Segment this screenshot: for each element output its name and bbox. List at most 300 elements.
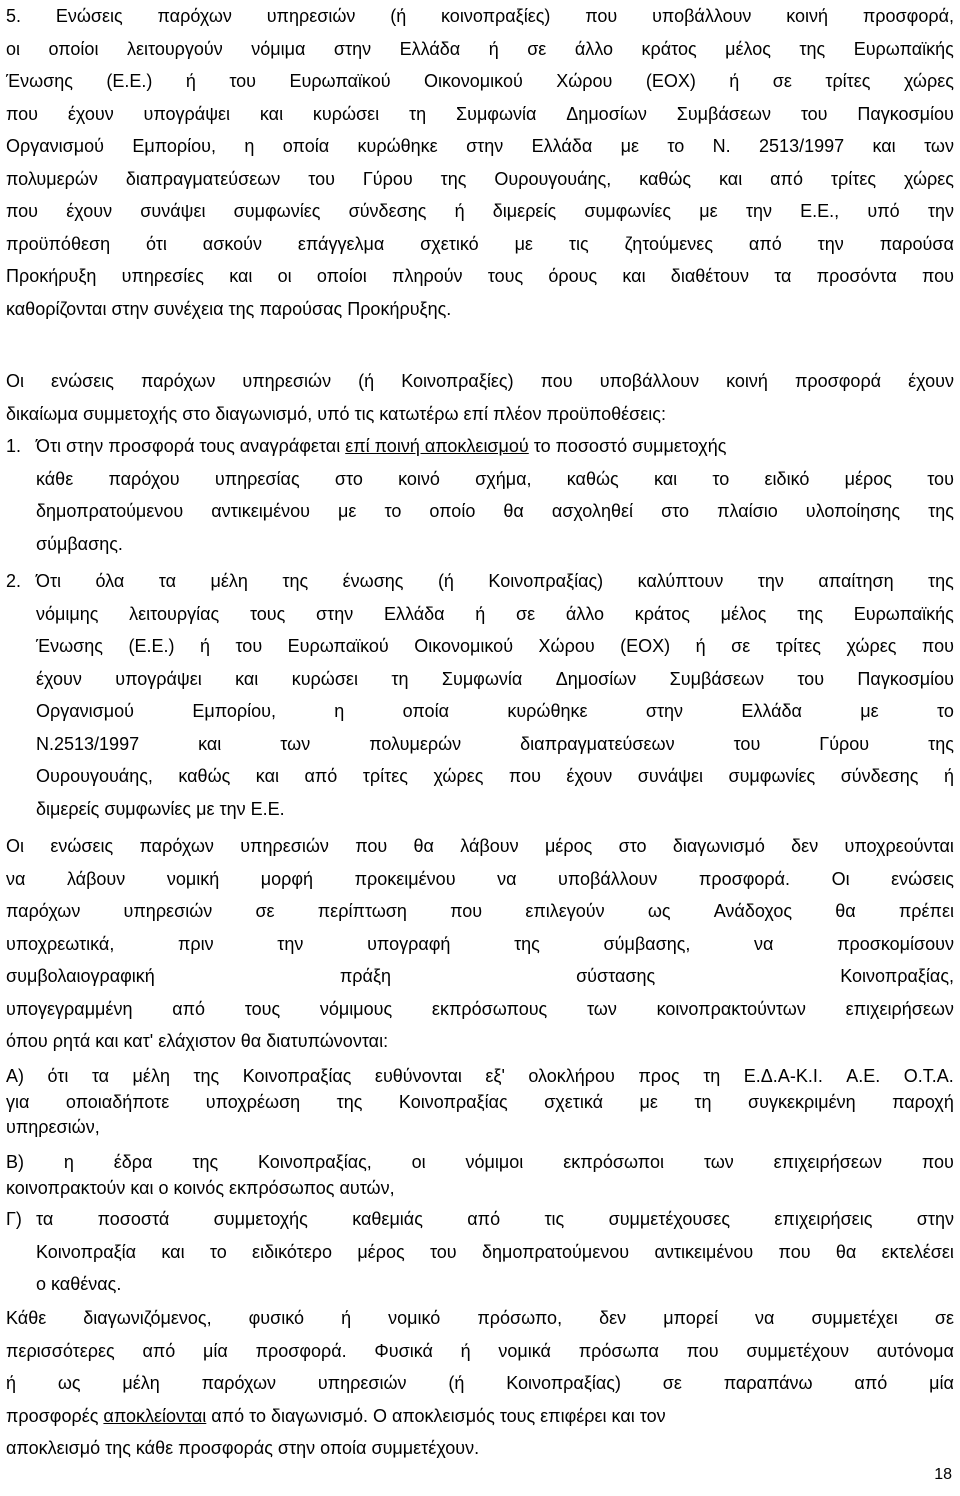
word: που [921,1152,954,1172]
word: καθώς [639,168,692,189]
word: προϋπόθεση [6,233,111,254]
word: νόμιμης [36,603,99,624]
word: θα [835,1241,857,1262]
word: δημοπρατούμενου [36,501,184,521]
word: ότι [47,1066,69,1086]
word: του [800,103,828,124]
word: νομικά [498,1340,551,1361]
word: μέλος [725,38,771,59]
text-line [6,1400,954,1433]
word: Οι [831,868,850,889]
word: Ένωσης [36,636,103,656]
word: τρίτες [830,168,877,189]
word: διαγωνιζόμενος, [83,1308,212,1328]
word: από [748,233,782,254]
word: συμμετέχει [811,1308,898,1328]
word: τις [544,1209,565,1229]
word: Χώρου [538,636,595,656]
text-span: σύμβασης. [36,533,123,554]
word: διμερείς [492,201,557,221]
word: που [585,6,618,26]
word: Ο.Τ.Α. [903,1066,954,1086]
word: μέλη [132,1066,170,1086]
word: συγκεκριμένη [747,1092,856,1112]
word: τις [568,233,589,254]
word: Ε.Δ.Α-Κ.Ι. [743,1066,823,1086]
word: η [63,1152,74,1172]
word: να [6,868,26,889]
word: Κοινοπραξίες) [401,371,514,391]
word: σύστασης [576,966,656,986]
word: (ή [390,6,407,26]
text-line [6,398,954,431]
word: Προκήρυξη [6,266,97,286]
word: Α.Ε. [846,1066,881,1086]
text-line [6,598,954,631]
word: τα [774,266,792,286]
word: λάβουν [66,868,126,889]
intro-paragraph [6,365,954,430]
word: κοινό [398,468,440,489]
word: Ν. [712,136,731,156]
item-2 [6,565,954,825]
word: συμβολαιογραφική [6,966,155,986]
word: μέλος [720,603,767,624]
consortium-paragraph [6,830,954,1058]
text-line [6,528,954,561]
word: έχουν [908,371,954,391]
word: κυρώσει [291,668,358,689]
word: συμφωνίες [233,201,321,221]
word: του [797,668,825,689]
word: σε [527,38,547,59]
text-line [6,1090,954,1115]
word: Χώρου [556,71,613,91]
text-line [6,1203,954,1236]
word: 2513/1997 [759,136,845,156]
word: υπηρεσίας [214,468,300,489]
word: με [860,701,879,721]
word: να [497,868,517,889]
word: επιχειρήσεις [774,1209,873,1229]
word: παρόχου [108,468,180,489]
word: κράτος [634,603,690,624]
text-line [6,760,954,793]
word: παροχή [892,1092,954,1112]
word: πρέπει [898,901,954,921]
word: επιλεγούν [525,901,605,921]
word: Οι [6,371,24,391]
word: Ε.Ε., [800,201,840,221]
text-line [6,1432,954,1465]
word: τη [391,668,409,689]
word: στην [645,701,684,721]
word: στην [466,136,504,156]
word: έδρα [113,1152,153,1172]
text-line [6,495,954,528]
word: σε [731,636,751,656]
word: Οργανισμού [36,701,134,721]
word: ή [695,636,706,656]
word: με [620,136,640,156]
word: ότι [146,233,167,254]
word: καθεμιάς [352,1209,423,1229]
word: πρόσωπα [578,1340,659,1361]
word: υπογραφή [367,933,451,954]
word: υπηρεσιών [317,1373,407,1393]
word: οποίο [429,501,476,521]
word: του [229,71,257,91]
word: Ελλάδα [531,136,593,156]
word: σύμβασης, [603,933,691,954]
word: από [854,1373,888,1393]
word: τρίτες [825,71,871,91]
word: υλοποίησης [805,501,901,521]
text-span: κοινοπρακτούν και ο κοινός εκπρόσωπος αυτών, [6,1178,395,1198]
word: και [653,468,678,489]
word: έχουν [66,201,113,221]
item-text [36,430,954,463]
text-span: αποκλεισμό της κάθε προσφοράς στην οποία συμμετέχουν. [6,1438,480,1458]
word: συμμετέχουσες [608,1209,731,1229]
text-span: διμερείς συμφωνίες με την Ε.Ε. [36,798,285,819]
word: κυρώθηκε [507,701,588,721]
word: χώρες [903,71,954,91]
text-line [6,98,954,131]
page-number: 18 [934,1466,952,1483]
word: αντικειμένου [211,501,311,521]
word: νομική [166,868,220,889]
word: σε [255,901,275,921]
word: υποβάλλουν [652,6,752,26]
word: αυτόνομα [876,1340,954,1361]
word: ζητούμενες [624,233,714,254]
word: κυρώσει [312,103,380,124]
word: έχουν [36,668,82,689]
word: (Ε.Ε.) [106,71,153,91]
text-line [6,793,954,826]
word: συνάψει [637,766,703,786]
word: οποιαδήποτε [65,1092,170,1112]
word: υποχρεωτικά, [6,933,115,954]
word: τα [36,1209,54,1229]
word: σε [662,1373,682,1393]
text-line [6,993,954,1026]
text-line [6,0,954,33]
word: οι [277,266,292,286]
word: υπηρεσιών [242,371,332,391]
word: έχουν [566,766,613,786]
word: και [872,136,896,156]
word: υπό [867,201,900,221]
text-line [6,663,954,696]
word: που [540,371,573,391]
word: υπηρεσίες [121,266,204,286]
text-line [6,1335,954,1368]
word: δεν [791,836,819,856]
word: Ευρωπαϊκής [853,38,954,59]
text-line [6,565,954,598]
word: το [937,701,954,721]
word: από [770,168,803,189]
text-line [6,260,954,293]
word: πράξη [339,966,392,986]
word: που [508,766,541,786]
word: επιχειρήσεων [845,998,954,1019]
word: Οργανισμού [6,136,104,156]
word: ενώσεις [50,836,114,856]
word: Κάθε [6,1308,47,1328]
word: υποχρεούνται [844,836,954,856]
word: (ΕΟΧ) [645,71,696,91]
word: θα [413,836,434,856]
word: περίπτωση [317,901,407,921]
word: συνάψει [140,201,206,221]
word: προσφορά. [255,1340,347,1361]
word: μία [929,1373,954,1393]
word: Γύρου [362,168,413,189]
word: συμμετέχουν [746,1340,850,1361]
word: εκτελέσει [881,1241,954,1262]
item-g [6,1203,954,1301]
word: τα [91,1066,110,1086]
word: τρίτες [775,636,821,656]
word: Κοινοπραξίας) [506,1373,621,1393]
word: τους [487,266,524,286]
word: παραπάνω [723,1373,813,1393]
word: ειδικότερο [252,1241,333,1262]
word: παρόχων [201,1373,276,1393]
text-line [6,830,954,863]
word: Κοινοπραξίας, [258,1152,372,1172]
word: που [686,1340,719,1361]
word: των [703,1152,734,1172]
word: προς [638,1066,680,1086]
word: ασκούν [202,233,262,254]
word: του [235,636,263,656]
word: το [209,1241,227,1262]
text-line [6,228,954,261]
word: των [280,733,311,754]
word: Κοινοπραξίας) [488,571,604,591]
word: σε [934,1308,954,1328]
text-span: από το διαγωνισμό. Ο αποκλεισμός τους επιφέρει και τον [206,1405,666,1426]
item-1 [6,430,954,560]
word: ή [185,71,196,91]
text-line [6,728,954,761]
word: λειτουργίας [129,603,220,624]
closing-paragraph [6,1302,954,1465]
word: με [639,1092,658,1112]
word: που [778,1241,811,1262]
word: να [754,933,774,954]
word: στην [333,38,372,59]
word: (ΕΟΧ) [620,636,671,656]
word: απαίτηση [818,571,894,591]
word: Ουρουγουάης, [36,766,153,786]
word: πληρούν [392,266,463,286]
word: και [198,733,222,754]
word: Δημοσίων [555,668,637,689]
item-text [36,1203,954,1236]
word: Συμβάσεων [676,103,771,124]
word: από [467,1209,501,1229]
text-line [6,960,954,993]
word: Οι [6,836,24,856]
word: θα [835,901,856,921]
word: κράτος [641,38,697,59]
word: (ή [358,371,375,391]
word: προσκομίσουν [837,933,954,954]
word: Παγκοσμίου [857,668,954,689]
word: πολυμερών [369,733,462,754]
word: σύνδεσης [348,201,427,221]
word: ως [57,1373,81,1393]
word: Ανάδοχος [713,901,793,921]
word: μέλη [210,571,248,591]
word: ευθύνονται [374,1066,462,1086]
word: σχετικά [544,1092,604,1112]
word: της [928,733,954,754]
word: διαπραγματεύσεων [125,168,281,189]
word: της [928,501,954,521]
word: η [334,701,345,721]
word: ειδικό [764,468,810,489]
word: νόμιμα [251,38,306,59]
word: νόμιμοι [465,1152,524,1172]
text-line [6,1025,954,1058]
word: οποίοι [48,38,99,59]
word: την [927,201,954,221]
word: επάγγελμα [297,233,385,254]
word: Ενώσεις [55,6,123,26]
word: και [235,668,259,689]
word: 5. [6,6,22,26]
word: Ουρουγουάης, [494,168,612,189]
word: κοινοπρακτούντων [656,998,806,1019]
word: σύνδεσης [840,766,919,786]
word: ή [6,1373,17,1393]
word: φυσικό [248,1308,305,1328]
underlined-text: αποκλείονται [103,1405,207,1426]
word: κοινή [786,6,829,26]
word: της [336,1092,363,1112]
word: παρούσα [879,233,954,254]
word: στο [618,836,647,856]
word: της [928,571,954,591]
word: συμφωνίες [728,766,816,786]
word: η [244,136,255,156]
word: ή [341,1308,352,1328]
word: και [229,266,253,286]
word: με [514,233,533,254]
text-line [6,293,954,326]
word: την [745,201,772,221]
word: (ή [448,1373,465,1393]
word: ή [943,766,954,786]
word: εξ' [485,1066,505,1086]
word: ολοκλήρου [528,1066,615,1086]
word: όλα [95,571,125,591]
word: σε [772,71,792,91]
word: τους [244,998,281,1019]
word: σχετικό [420,233,479,254]
text-span: ο καθένας. [36,1274,122,1294]
word: προκειμένου [354,868,456,889]
word: Κοινοπραξίας, [840,966,954,986]
word: της [282,571,309,591]
word: Ευρωπαϊκής [853,603,954,624]
word: μέλη [122,1373,160,1393]
text-line [6,33,954,66]
word: συμφωνίες [584,201,672,221]
item-number: 1. [6,436,22,456]
section-5 [6,0,954,325]
word: Κοινοπραξία [36,1241,137,1262]
word: Κοινοπραξίας [242,1066,352,1086]
word: τους [249,603,286,624]
word: υπογράψει [143,103,231,124]
word: του [733,733,761,754]
word: καλύπτουν [637,571,724,591]
text-line [6,1176,954,1201]
word: υποβάλλουν [599,371,700,391]
word: που [6,103,39,124]
word: στην [916,1209,954,1229]
word: και [622,266,646,286]
word: Εμπορίου, [132,136,217,156]
word: λάβουν [460,836,519,856]
word: κοινοπραξίες) [441,6,551,26]
word: υπηρεσιών [240,836,329,856]
word: που [450,901,483,921]
word: διαπραγματεύσεων [520,733,675,754]
text-line [6,1062,954,1090]
word: μία [203,1340,228,1361]
word: όρους [548,266,598,286]
word: ποσοστά [97,1209,170,1229]
word: Ελλάδα [399,38,461,59]
word: της [797,603,823,624]
word: άλλο [574,38,613,59]
word: Οικονομικού [414,636,514,656]
word: Δημοσίων [566,103,647,124]
word: που [355,836,388,856]
text-line [6,195,954,228]
word: παρόχων [139,836,214,856]
word: δημοπρατούμενου [481,1241,630,1262]
word: από [304,766,338,786]
word: Ελλάδα [384,603,445,624]
word: από [172,998,206,1019]
word: το [712,468,730,489]
word: στο [334,468,363,489]
word: υπογράψει [115,668,202,689]
word: μέρος [844,468,892,489]
word: την [277,933,304,954]
word: καθώς [566,468,619,489]
text-line [6,365,954,398]
text-line [6,695,954,728]
word: χώρες [433,766,484,786]
word: τρίτες [362,766,408,786]
word: Κοινοπραξίας [398,1092,508,1112]
word: την [817,233,844,254]
word: τα [158,571,177,591]
item-a [6,1062,954,1140]
text-line [6,1268,954,1301]
word: που [921,266,954,286]
